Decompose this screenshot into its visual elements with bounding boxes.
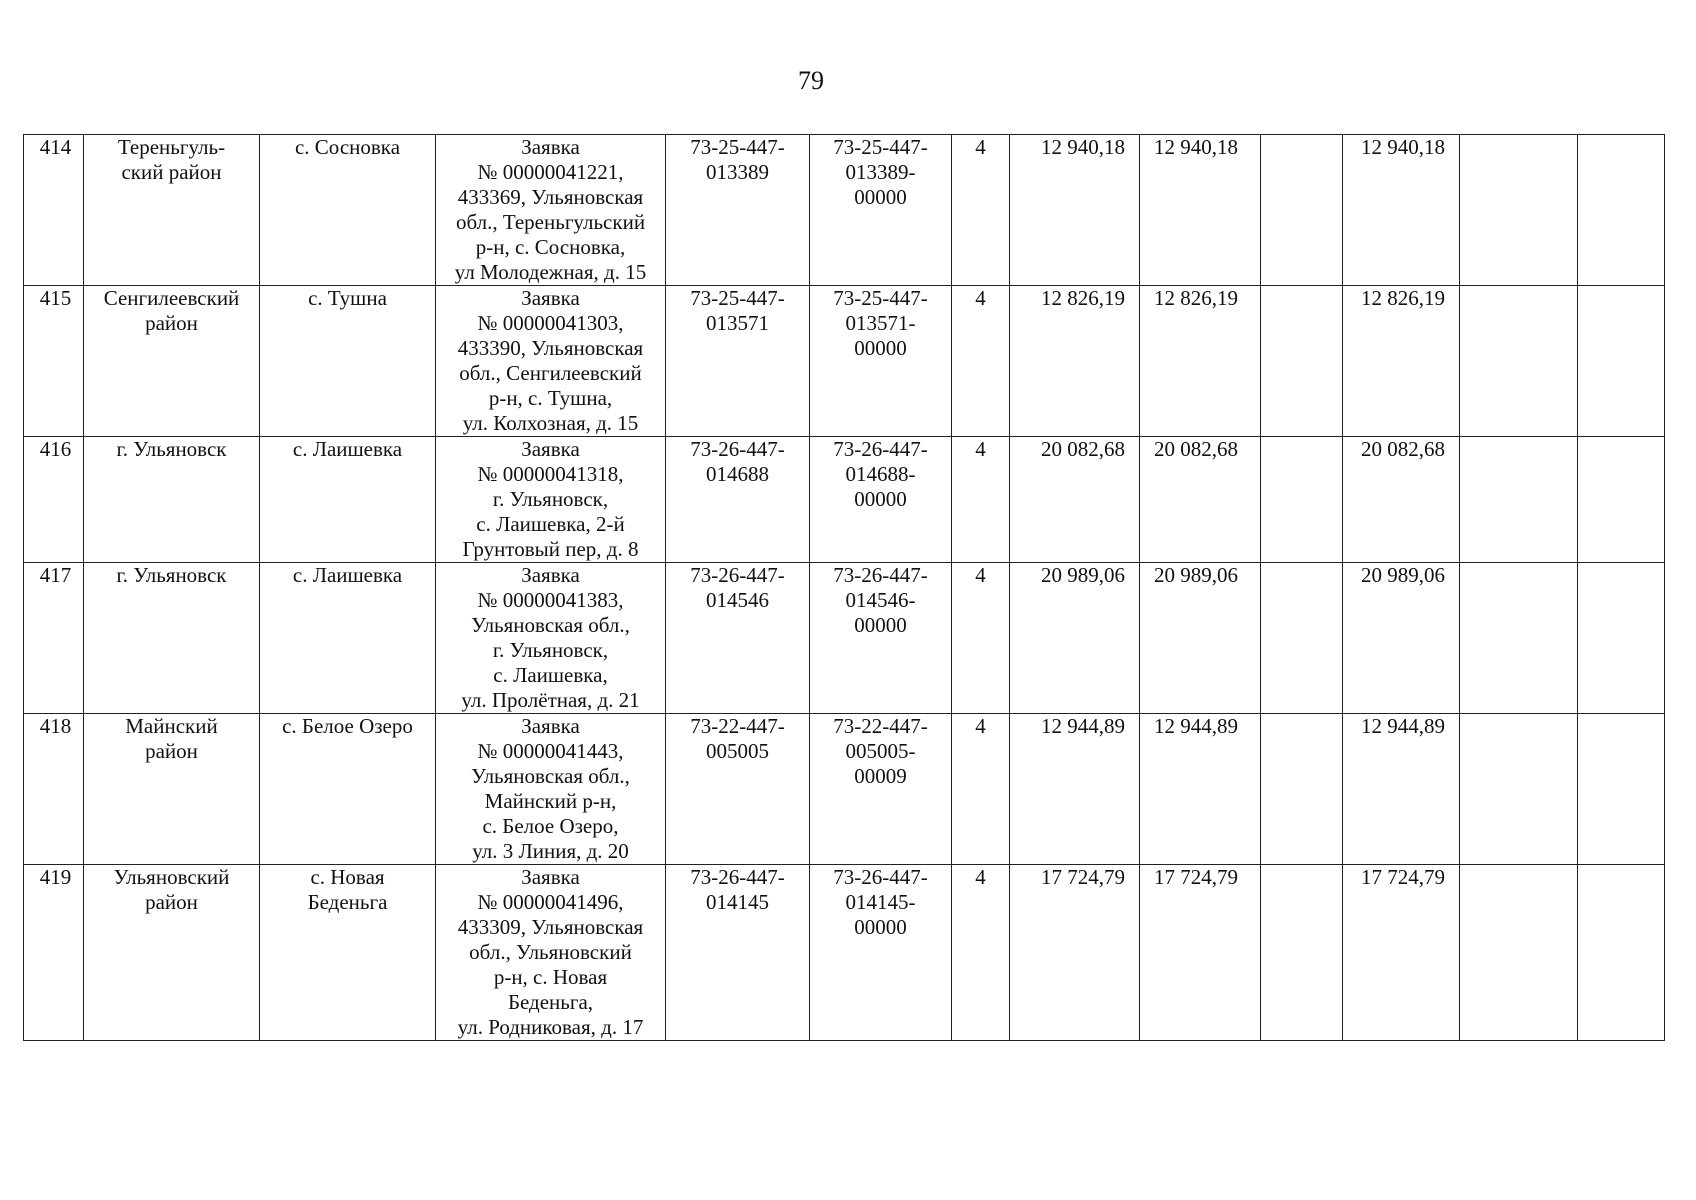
empty-cell bbox=[1460, 286, 1578, 437]
row-number-cell: 417 bbox=[24, 563, 84, 714]
empty-cell bbox=[1578, 437, 1665, 563]
locality-cell bbox=[260, 563, 436, 714]
amount-cell: 12 826,19 bbox=[1010, 286, 1140, 437]
application-cell-line: ул. Пролётная, д. 21 bbox=[461, 688, 640, 712]
cadastral-code-cell-line: 73-25-447- bbox=[690, 286, 785, 310]
page-number: 79 bbox=[798, 66, 824, 95]
locality-cell bbox=[260, 865, 436, 1041]
application-cell-line: № 00000041383, bbox=[477, 588, 624, 612]
district-cell-line: район bbox=[145, 311, 198, 335]
object-code-cell bbox=[810, 563, 952, 714]
locality-cell bbox=[260, 135, 436, 286]
empty-cell bbox=[1261, 563, 1343, 714]
cadastral-code-cell bbox=[666, 135, 810, 286]
district-cell bbox=[84, 437, 260, 563]
object-code-cell-line: 73-25-447- bbox=[833, 135, 928, 159]
cadastral-code-cell-line: 014145 bbox=[706, 890, 769, 914]
application-cell-line: р-н, с. Сосновка, bbox=[475, 235, 626, 259]
empty-cell bbox=[1460, 135, 1578, 286]
district-cell-line: ский район bbox=[121, 160, 222, 184]
application-cell bbox=[436, 865, 666, 1041]
district-cell-line: Майнский bbox=[125, 714, 218, 738]
empty-cell bbox=[1578, 135, 1665, 286]
cadastral-code-cell bbox=[666, 865, 810, 1041]
table-row bbox=[24, 865, 1665, 1041]
empty-cell bbox=[1261, 437, 1343, 563]
district-cell-line: Сенгилеевский bbox=[103, 286, 240, 310]
object-code-cell-line: 014145- bbox=[845, 890, 916, 914]
object-code-cell-line: 00000 bbox=[854, 613, 907, 637]
locality-cell-line: с. Белое Озеро bbox=[282, 714, 413, 738]
table-row bbox=[24, 135, 1665, 286]
application-cell-line: Заявка bbox=[521, 865, 580, 889]
quantity-cell: 4 bbox=[952, 563, 1010, 714]
cadastral-code-cell bbox=[666, 714, 810, 865]
object-code-cell-line: 013571- bbox=[845, 311, 916, 335]
application-cell-line: Беденьга, bbox=[507, 990, 594, 1014]
district-cell bbox=[84, 714, 260, 865]
cadastral-code-cell-line: 73-26-447- bbox=[690, 563, 785, 587]
district-cell bbox=[84, 865, 260, 1041]
application-cell-line: с. Белое Озеро, bbox=[482, 814, 619, 838]
cadastral-code-cell bbox=[666, 563, 810, 714]
object-code-cell-line: 013389- bbox=[845, 160, 916, 184]
empty-cell bbox=[1578, 714, 1665, 865]
application-cell-line: р-н, с. Новая bbox=[493, 965, 608, 989]
application-cell-line: Заявка bbox=[521, 286, 580, 310]
amount-cell: 12 826,19 bbox=[1140, 286, 1261, 437]
cadastral-code-cell-line: 014688 bbox=[706, 462, 769, 486]
application-cell bbox=[436, 437, 666, 563]
amount-cell: 20 082,68 bbox=[1343, 437, 1460, 563]
empty-cell bbox=[1460, 714, 1578, 865]
empty-cell bbox=[1460, 563, 1578, 714]
cadastral-code-cell-line: 73-26-447- bbox=[690, 865, 785, 889]
cadastral-code-cell-line: 73-25-447- bbox=[690, 135, 785, 159]
cadastral-code-cell-line: 013389 bbox=[706, 160, 769, 184]
empty-cell bbox=[1261, 286, 1343, 437]
amount-cell: 12 944,89 bbox=[1140, 714, 1261, 865]
cadastral-code-cell-line: 005005 bbox=[706, 739, 769, 763]
locality-cell bbox=[260, 437, 436, 563]
application-cell-line: с. Лаишевка, bbox=[493, 663, 608, 687]
amount-cell: 20 082,68 bbox=[1140, 437, 1261, 563]
application-cell-line: Ульяновская обл., bbox=[471, 764, 630, 788]
empty-cell bbox=[1578, 563, 1665, 714]
application-cell-line: г. Ульяновск, bbox=[492, 487, 609, 511]
amount-cell: 12 940,18 bbox=[1010, 135, 1140, 286]
empty-cell bbox=[1460, 437, 1578, 563]
object-code-cell-line: 005005- bbox=[845, 739, 916, 763]
application-cell-line: Ульяновская обл., bbox=[471, 613, 630, 637]
object-code-cell-line: 00000 bbox=[854, 915, 907, 939]
cadastral-code-cell-line: 73-26-447- bbox=[690, 437, 785, 461]
application-cell bbox=[436, 286, 666, 437]
amount-cell: 12 944,89 bbox=[1010, 714, 1140, 865]
amount-cell: 20 989,06 bbox=[1140, 563, 1261, 714]
cadastral-code-cell bbox=[666, 286, 810, 437]
application-cell-line: 433309, Ульяновская bbox=[457, 915, 644, 939]
application-cell-line: № 00000041443, bbox=[477, 739, 624, 763]
object-code-cell bbox=[810, 135, 952, 286]
amount-cell: 12 940,18 bbox=[1140, 135, 1261, 286]
quantity-cell: 4 bbox=[952, 437, 1010, 563]
application-cell-line: г. Ульяновск, bbox=[492, 638, 609, 662]
object-code-cell-line: 00000 bbox=[854, 487, 907, 511]
application-cell bbox=[436, 135, 666, 286]
application-cell-line: № 00000041318, bbox=[477, 462, 624, 486]
table-row bbox=[24, 563, 1665, 714]
quantity-cell: 4 bbox=[952, 865, 1010, 1041]
application-cell-line: ул Молодежная, д. 15 bbox=[454, 260, 647, 284]
object-code-cell-line: 73-25-447- bbox=[833, 286, 928, 310]
application-cell-line: ул. 3 Линия, д. 20 bbox=[472, 839, 629, 863]
locality-cell bbox=[260, 286, 436, 437]
object-code-cell-line: 014688- bbox=[845, 462, 916, 486]
application-cell-line: с. Лаишевка, 2-й bbox=[476, 512, 625, 536]
quantity-cell: 4 bbox=[952, 286, 1010, 437]
application-cell-line: 433369, Ульяновская bbox=[457, 185, 644, 209]
application-cell-line: обл., Сенгилеевский bbox=[459, 361, 642, 385]
amount-cell: 20 989,06 bbox=[1010, 563, 1140, 714]
object-code-cell-line: 73-26-447- bbox=[833, 437, 928, 461]
application-cell-line: Майнский р-н, bbox=[484, 789, 617, 813]
application-cell-line: р-н, с. Тушна, bbox=[488, 386, 613, 410]
object-code-cell-line: 73-26-447- bbox=[833, 563, 928, 587]
application-cell-line: Заявка bbox=[521, 563, 580, 587]
amount-cell: 20 082,68 bbox=[1010, 437, 1140, 563]
row-number-cell: 419 bbox=[24, 865, 84, 1041]
application-cell bbox=[436, 563, 666, 714]
application-cell-line: ул. Родниковая, д. 17 bbox=[457, 1015, 644, 1039]
application-cell bbox=[436, 714, 666, 865]
locality-cell-line: с. Тушна bbox=[308, 286, 387, 310]
cadastral-code-cell-line: 013571 bbox=[706, 311, 769, 335]
amount-cell: 17 724,79 bbox=[1343, 865, 1460, 1041]
quantity-cell: 4 bbox=[952, 714, 1010, 865]
district-cell-line: район bbox=[145, 890, 198, 914]
table-row bbox=[24, 714, 1665, 865]
application-cell-line: Грунтовый пер, д. 8 bbox=[462, 537, 639, 561]
amount-cell: 20 989,06 bbox=[1343, 563, 1460, 714]
locality-cell bbox=[260, 714, 436, 865]
object-code-cell-line: 00000 bbox=[854, 185, 907, 209]
row-number-cell: 415 bbox=[24, 286, 84, 437]
application-cell-line: обл., Тереньгульский bbox=[455, 210, 646, 234]
row-number-cell: 416 bbox=[24, 437, 84, 563]
locality-cell-line: с. Лаишевка bbox=[292, 437, 403, 461]
district-cell-line: г. Ульяновск bbox=[116, 437, 227, 461]
row-number-cell: 418 bbox=[24, 714, 84, 865]
locality-cell-line: с. Сосновка bbox=[294, 135, 401, 159]
registry-table bbox=[23, 134, 1665, 1041]
object-code-cell-line: 00009 bbox=[854, 764, 907, 788]
empty-cell bbox=[1261, 135, 1343, 286]
empty-cell bbox=[1261, 865, 1343, 1041]
application-cell-line: ул. Колхозная, д. 15 bbox=[462, 411, 639, 435]
empty-cell bbox=[1578, 286, 1665, 437]
empty-cell bbox=[1261, 714, 1343, 865]
amount-cell: 17 724,79 bbox=[1140, 865, 1261, 1041]
object-code-cell-line: 73-26-447- bbox=[833, 865, 928, 889]
district-cell-line: г. Ульяновск bbox=[116, 563, 227, 587]
application-cell-line: 433390, Ульяновская bbox=[457, 336, 644, 360]
quantity-cell: 4 bbox=[952, 135, 1010, 286]
object-code-cell bbox=[810, 286, 952, 437]
locality-cell-line: с. Новая bbox=[310, 865, 385, 889]
amount-cell: 12 826,19 bbox=[1343, 286, 1460, 437]
application-cell-line: № 00000041303, bbox=[477, 311, 624, 335]
locality-cell-line: Беденьга bbox=[307, 890, 388, 914]
amount-cell: 17 724,79 bbox=[1010, 865, 1140, 1041]
application-cell-line: обл., Ульяновский bbox=[469, 940, 632, 964]
district-cell-line: Тереньгуль- bbox=[117, 135, 226, 159]
cadastral-code-cell bbox=[666, 437, 810, 563]
cadastral-code-cell-line: 014546 bbox=[706, 588, 769, 612]
object-code-cell bbox=[810, 437, 952, 563]
cadastral-code-cell-line: 73-22-447- bbox=[690, 714, 785, 738]
object-code-cell-line: 00000 bbox=[854, 336, 907, 360]
object-code-cell bbox=[810, 865, 952, 1041]
empty-cell bbox=[1578, 865, 1665, 1041]
table-row bbox=[24, 286, 1665, 437]
application-cell-line: Заявка bbox=[521, 135, 580, 159]
object-code-cell-line: 014546- bbox=[845, 588, 916, 612]
district-cell bbox=[84, 563, 260, 714]
application-cell-line: Заявка bbox=[521, 437, 580, 461]
district-cell-line: Ульяновский bbox=[113, 865, 230, 889]
application-cell-line: № 00000041496, bbox=[477, 890, 624, 914]
district-cell bbox=[84, 286, 260, 437]
table-row bbox=[24, 437, 1665, 563]
district-cell bbox=[84, 135, 260, 286]
object-code-cell-line: 73-22-447- bbox=[833, 714, 928, 738]
application-cell-line: Заявка bbox=[521, 714, 580, 738]
district-cell-line: район bbox=[145, 739, 198, 763]
amount-cell: 12 944,89 bbox=[1343, 714, 1460, 865]
row-number-cell: 414 bbox=[24, 135, 84, 286]
object-code-cell bbox=[810, 714, 952, 865]
locality-cell-line: с. Лаишевка bbox=[292, 563, 403, 587]
empty-cell bbox=[1460, 865, 1578, 1041]
application-cell-line: № 00000041221, bbox=[477, 160, 624, 184]
amount-cell: 12 940,18 bbox=[1343, 135, 1460, 286]
